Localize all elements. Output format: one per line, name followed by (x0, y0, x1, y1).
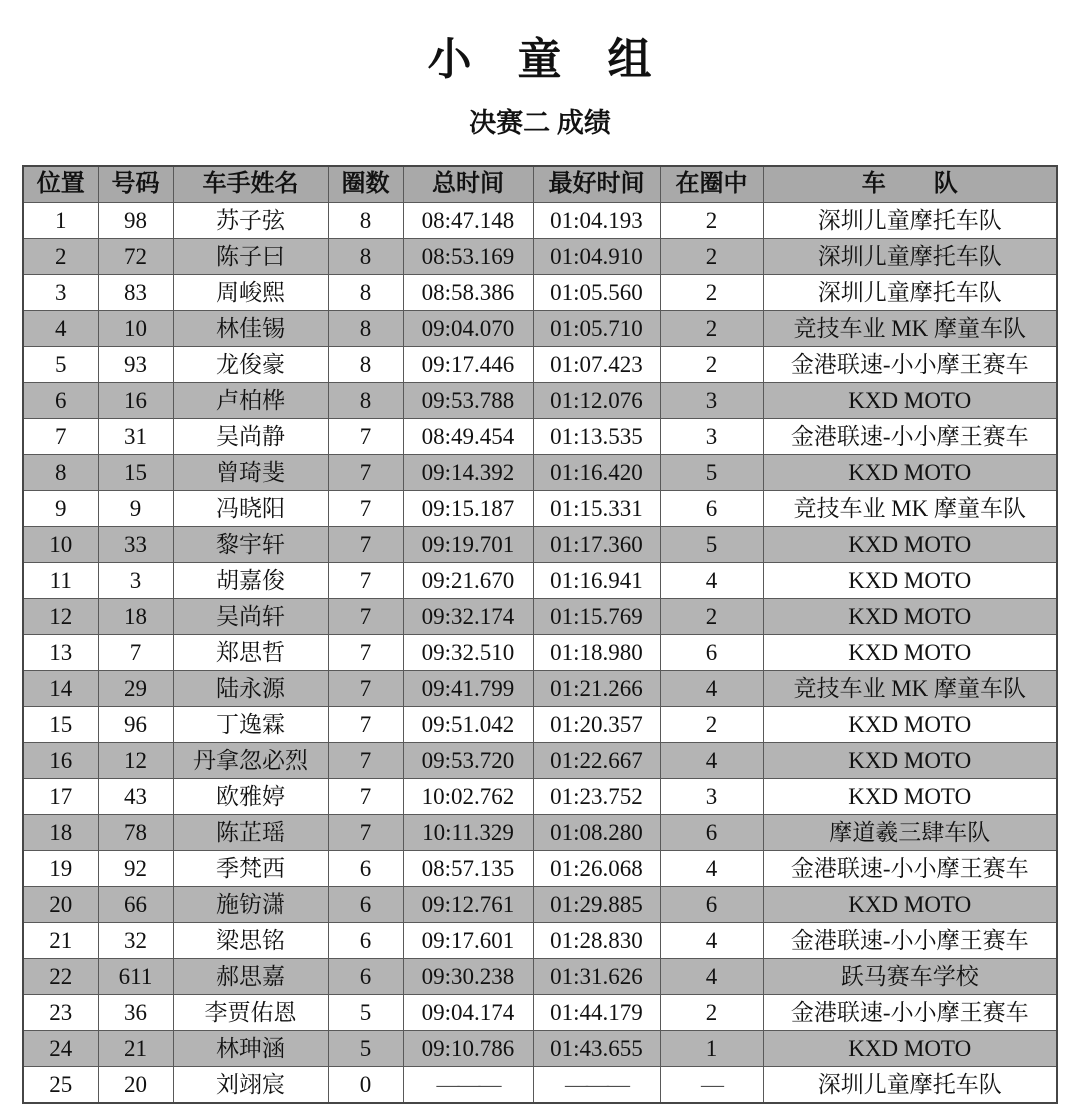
cell-in-lap: 6 (660, 815, 763, 851)
cell-team: KXD MOTO (763, 599, 1057, 635)
cell-best-time: 01:04.910 (533, 239, 660, 275)
cell-rider-name: 郑思哲 (173, 635, 328, 671)
results-table (22, 165, 1058, 1104)
cell-number: 72 (98, 239, 173, 275)
cell-number: 36 (98, 995, 173, 1031)
cell-in-lap: 2 (660, 275, 763, 311)
cell-best-time: 01:28.830 (533, 923, 660, 959)
column-header-in-lap: 在圈中 (660, 166, 763, 203)
cell-best-time: 01:17.360 (533, 527, 660, 563)
cell-rider-name: 胡嘉俊 (173, 563, 328, 599)
cell-total-time: 09:12.761 (403, 887, 533, 923)
table-row (23, 275, 1057, 311)
table-row (23, 923, 1057, 959)
cell-total-time: 10:02.762 (403, 779, 533, 815)
cell-best-time: 01:16.941 (533, 563, 660, 599)
cell-number: 12 (98, 743, 173, 779)
cell-in-lap: 2 (660, 599, 763, 635)
cell-laps: 7 (328, 635, 403, 671)
cell-team: KXD MOTO (763, 779, 1057, 815)
cell-in-lap: 3 (660, 383, 763, 419)
cell-best-time: 01:15.331 (533, 491, 660, 527)
cell-total-time: 08:47.148 (403, 203, 533, 239)
cell-team: KXD MOTO (763, 455, 1057, 491)
cell-rider-name: 郝思嘉 (173, 959, 328, 995)
cell-laps: 8 (328, 311, 403, 347)
cell-rider-name: 吴尚静 (173, 419, 328, 455)
cell-laps: 7 (328, 779, 403, 815)
cell-total-time: 09:10.786 (403, 1031, 533, 1067)
cell-total-time: 09:17.446 (403, 347, 533, 383)
table-row (23, 959, 1057, 995)
cell-laps: 7 (328, 455, 403, 491)
cell-best-time: 01:20.357 (533, 707, 660, 743)
column-header-team: 车 队 (763, 166, 1057, 203)
cell-number: 96 (98, 707, 173, 743)
cell-position: 23 (23, 995, 98, 1031)
cell-in-lap: 3 (660, 779, 763, 815)
cell-total-time: 09:51.042 (403, 707, 533, 743)
cell-team: 竞技车业 MK 摩童车队 (763, 671, 1057, 707)
cell-position: 5 (23, 347, 98, 383)
cell-best-time: 01:21.266 (533, 671, 660, 707)
table-row (23, 815, 1057, 851)
cell-best-time: 01:08.280 (533, 815, 660, 851)
cell-rider-name: 李贾佑恩 (173, 995, 328, 1031)
cell-laps: 7 (328, 563, 403, 599)
cell-number: 43 (98, 779, 173, 815)
cell-team: KXD MOTO (763, 527, 1057, 563)
cell-total-time: 09:32.510 (403, 635, 533, 671)
cell-number: 83 (98, 275, 173, 311)
cell-laps: 8 (328, 239, 403, 275)
cell-position: 8 (23, 455, 98, 491)
cell-laps: 0 (328, 1067, 403, 1104)
cell-position: 11 (23, 563, 98, 599)
cell-number: 78 (98, 815, 173, 851)
cell-total-time: 09:30.238 (403, 959, 533, 995)
cell-laps: 5 (328, 1031, 403, 1067)
cell-total-time: 09:53.720 (403, 743, 533, 779)
column-header-best-time: 最好时间 (533, 166, 660, 203)
cell-position: 13 (23, 635, 98, 671)
table-row (23, 419, 1057, 455)
cell-rider-name: 龙俊豪 (173, 347, 328, 383)
cell-best-time: 01:13.535 (533, 419, 660, 455)
cell-rider-name: 林珅涵 (173, 1031, 328, 1067)
cell-team: KXD MOTO (763, 1031, 1057, 1067)
cell-rider-name: 陈芷瑶 (173, 815, 328, 851)
cell-rider-name: 陈子曰 (173, 239, 328, 275)
table-row (23, 347, 1057, 383)
cell-team: KXD MOTO (763, 707, 1057, 743)
cell-total-time: 08:57.135 (403, 851, 533, 887)
cell-team: 金港联速-小小摩王赛车 (763, 419, 1057, 455)
cell-position: 4 (23, 311, 98, 347)
table-row (23, 851, 1057, 887)
cell-laps: 7 (328, 815, 403, 851)
cell-laps: 6 (328, 923, 403, 959)
cell-rider-name: 丹拿忽必烈 (173, 743, 328, 779)
cell-rider-name: 丁逸霖 (173, 707, 328, 743)
cell-laps: 6 (328, 887, 403, 923)
table-row (23, 671, 1057, 707)
cell-total-time: 08:58.386 (403, 275, 533, 311)
table-row (23, 887, 1057, 923)
cell-in-lap: 2 (660, 239, 763, 275)
table-row (23, 203, 1057, 239)
cell-team: 竞技车业 MK 摩童车队 (763, 311, 1057, 347)
cell-in-lap: 6 (660, 887, 763, 923)
cell-laps: 8 (328, 275, 403, 311)
cell-rider-name: 冯晓阳 (173, 491, 328, 527)
cell-best-time: 01:18.980 (533, 635, 660, 671)
column-header-position: 位置 (23, 166, 98, 203)
table-row (23, 707, 1057, 743)
cell-total-time: 09:14.392 (403, 455, 533, 491)
header-row (23, 166, 1057, 203)
cell-position: 21 (23, 923, 98, 959)
cell-number: 15 (98, 455, 173, 491)
cell-team: 摩道羲三肆车队 (763, 815, 1057, 851)
cell-team: 金港联速-小小摩王赛车 (763, 347, 1057, 383)
cell-position: 12 (23, 599, 98, 635)
cell-rider-name: 季梵西 (173, 851, 328, 887)
cell-number: 16 (98, 383, 173, 419)
cell-in-lap: 1 (660, 1031, 763, 1067)
column-header-rider-name: 车手姓名 (173, 166, 328, 203)
cell-total-time: 08:49.454 (403, 419, 533, 455)
cell-best-time: 01:23.752 (533, 779, 660, 815)
cell-in-lap: 4 (660, 959, 763, 995)
cell-team: 深圳儿童摩托车队 (763, 1067, 1057, 1104)
cell-rider-name: 苏子弦 (173, 203, 328, 239)
cell-position: 19 (23, 851, 98, 887)
cell-total-time: 09:15.187 (403, 491, 533, 527)
cell-in-lap: 4 (660, 743, 763, 779)
cell-in-lap: 2 (660, 203, 763, 239)
cell-rider-name: 周峻熙 (173, 275, 328, 311)
cell-team: 金港联速-小小摩王赛车 (763, 851, 1057, 887)
cell-in-lap: 5 (660, 527, 763, 563)
cell-team: KXD MOTO (763, 563, 1057, 599)
cell-team: 跃马赛车学校 (763, 959, 1057, 995)
table-row (23, 1067, 1057, 1104)
cell-best-time: 01:43.655 (533, 1031, 660, 1067)
cell-best-time: 01:16.420 (533, 455, 660, 491)
cell-best-time: 01:07.423 (533, 347, 660, 383)
table-row (23, 995, 1057, 1031)
cell-position: 9 (23, 491, 98, 527)
cell-best-time: 01:15.769 (533, 599, 660, 635)
cell-in-lap: 2 (660, 347, 763, 383)
table-row (23, 1031, 1057, 1067)
cell-in-lap: 4 (660, 851, 763, 887)
cell-number: 29 (98, 671, 173, 707)
cell-best-time: 01:31.626 (533, 959, 660, 995)
cell-number: 93 (98, 347, 173, 383)
cell-position: 18 (23, 815, 98, 851)
cell-rider-name: 吴尚轩 (173, 599, 328, 635)
cell-in-lap: 2 (660, 995, 763, 1031)
cell-position: 3 (23, 275, 98, 311)
cell-laps: 8 (328, 347, 403, 383)
page-title: 小 童 组 (427, 35, 653, 84)
table-row (23, 491, 1057, 527)
cell-position: 24 (23, 1031, 98, 1067)
cell-position: 2 (23, 239, 98, 275)
table-row (23, 311, 1057, 347)
cell-best-time: 01:26.068 (533, 851, 660, 887)
cell-position: 7 (23, 419, 98, 455)
cell-laps: 8 (328, 383, 403, 419)
cell-rider-name: 黎宇轩 (173, 527, 328, 563)
cell-team: 金港联速-小小摩王赛车 (763, 995, 1057, 1031)
results-table-body (23, 203, 1057, 1104)
cell-number: 21 (98, 1031, 173, 1067)
table-row (23, 599, 1057, 635)
cell-laps: 5 (328, 995, 403, 1031)
cell-team: KXD MOTO (763, 743, 1057, 779)
cell-best-time: ——— (533, 1067, 660, 1104)
cell-in-lap: 4 (660, 563, 763, 599)
cell-rider-name: 刘翊宸 (173, 1067, 328, 1104)
cell-position: 17 (23, 779, 98, 815)
cell-total-time: 09:04.070 (403, 311, 533, 347)
cell-total-time: 09:17.601 (403, 923, 533, 959)
cell-in-lap: 4 (660, 923, 763, 959)
table-row (23, 527, 1057, 563)
cell-best-time: 01:29.885 (533, 887, 660, 923)
cell-laps: 7 (328, 599, 403, 635)
cell-total-time: 10:11.329 (403, 815, 533, 851)
cell-position: 20 (23, 887, 98, 923)
cell-laps: 7 (328, 707, 403, 743)
cell-position: 16 (23, 743, 98, 779)
cell-total-time: ——— (403, 1067, 533, 1104)
cell-best-time: 01:22.667 (533, 743, 660, 779)
cell-position: 1 (23, 203, 98, 239)
cell-laps: 7 (328, 527, 403, 563)
cell-team: 竞技车业 MK 摩童车队 (763, 491, 1057, 527)
cell-total-time: 09:21.670 (403, 563, 533, 599)
cell-laps: 7 (328, 419, 403, 455)
cell-number: 66 (98, 887, 173, 923)
cell-team: KXD MOTO (763, 635, 1057, 671)
table-row (23, 635, 1057, 671)
cell-laps: 7 (328, 743, 403, 779)
cell-rider-name: 陆永源 (173, 671, 328, 707)
cell-total-time: 08:53.169 (403, 239, 533, 275)
cell-best-time: 01:05.710 (533, 311, 660, 347)
cell-number: 31 (98, 419, 173, 455)
cell-total-time: 09:19.701 (403, 527, 533, 563)
cell-total-time: 09:04.174 (403, 995, 533, 1031)
cell-position: 10 (23, 527, 98, 563)
page-subtitle: 决赛二 成绩 (469, 108, 611, 138)
cell-rider-name: 卢柏桦 (173, 383, 328, 419)
cell-total-time: 09:53.788 (403, 383, 533, 419)
cell-rider-name: 施钫潇 (173, 887, 328, 923)
cell-position: 15 (23, 707, 98, 743)
table-row (23, 455, 1057, 491)
column-header-total-time: 总时间 (403, 166, 533, 203)
cell-team: 金港联速-小小摩王赛车 (763, 923, 1057, 959)
cell-laps: 8 (328, 203, 403, 239)
table-row (23, 779, 1057, 815)
cell-number: 18 (98, 599, 173, 635)
cell-number: 10 (98, 311, 173, 347)
cell-team: 深圳儿童摩托车队 (763, 239, 1057, 275)
cell-number: 92 (98, 851, 173, 887)
cell-number: 98 (98, 203, 173, 239)
cell-number: 33 (98, 527, 173, 563)
cell-number: 20 (98, 1067, 173, 1104)
cell-best-time: 01:05.560 (533, 275, 660, 311)
cell-position: 6 (23, 383, 98, 419)
cell-total-time: 09:41.799 (403, 671, 533, 707)
cell-number: 32 (98, 923, 173, 959)
cell-best-time: 01:44.179 (533, 995, 660, 1031)
cell-laps: 6 (328, 851, 403, 887)
cell-in-lap: 3 (660, 419, 763, 455)
cell-in-lap: 4 (660, 671, 763, 707)
cell-in-lap: 2 (660, 311, 763, 347)
table-row (23, 563, 1057, 599)
cell-position: 25 (23, 1067, 98, 1104)
cell-rider-name: 梁思铭 (173, 923, 328, 959)
cell-team: KXD MOTO (763, 887, 1057, 923)
cell-laps: 7 (328, 671, 403, 707)
cell-number: 611 (98, 959, 173, 995)
cell-position: 22 (23, 959, 98, 995)
cell-rider-name: 曾琦斐 (173, 455, 328, 491)
cell-laps: 6 (328, 959, 403, 995)
table-row (23, 383, 1057, 419)
cell-in-lap: 6 (660, 635, 763, 671)
cell-in-lap: — (660, 1067, 763, 1104)
cell-best-time: 01:04.193 (533, 203, 660, 239)
cell-total-time: 09:32.174 (403, 599, 533, 635)
cell-number: 3 (98, 563, 173, 599)
cell-rider-name: 欧雅婷 (173, 779, 328, 815)
cell-best-time: 01:12.076 (533, 383, 660, 419)
cell-number: 7 (98, 635, 173, 671)
column-header-laps: 圈数 (328, 166, 403, 203)
cell-in-lap: 5 (660, 455, 763, 491)
table-row (23, 743, 1057, 779)
table-row (23, 239, 1057, 275)
cell-in-lap: 2 (660, 707, 763, 743)
cell-laps: 7 (328, 491, 403, 527)
cell-team: 深圳儿童摩托车队 (763, 275, 1057, 311)
column-header-number: 号码 (98, 166, 173, 203)
cell-position: 14 (23, 671, 98, 707)
cell-rider-name: 林佳锡 (173, 311, 328, 347)
cell-number: 9 (98, 491, 173, 527)
cell-in-lap: 6 (660, 491, 763, 527)
cell-team: KXD MOTO (763, 383, 1057, 419)
cell-team: 深圳儿童摩托车队 (763, 203, 1057, 239)
results-table-head (23, 166, 1057, 203)
